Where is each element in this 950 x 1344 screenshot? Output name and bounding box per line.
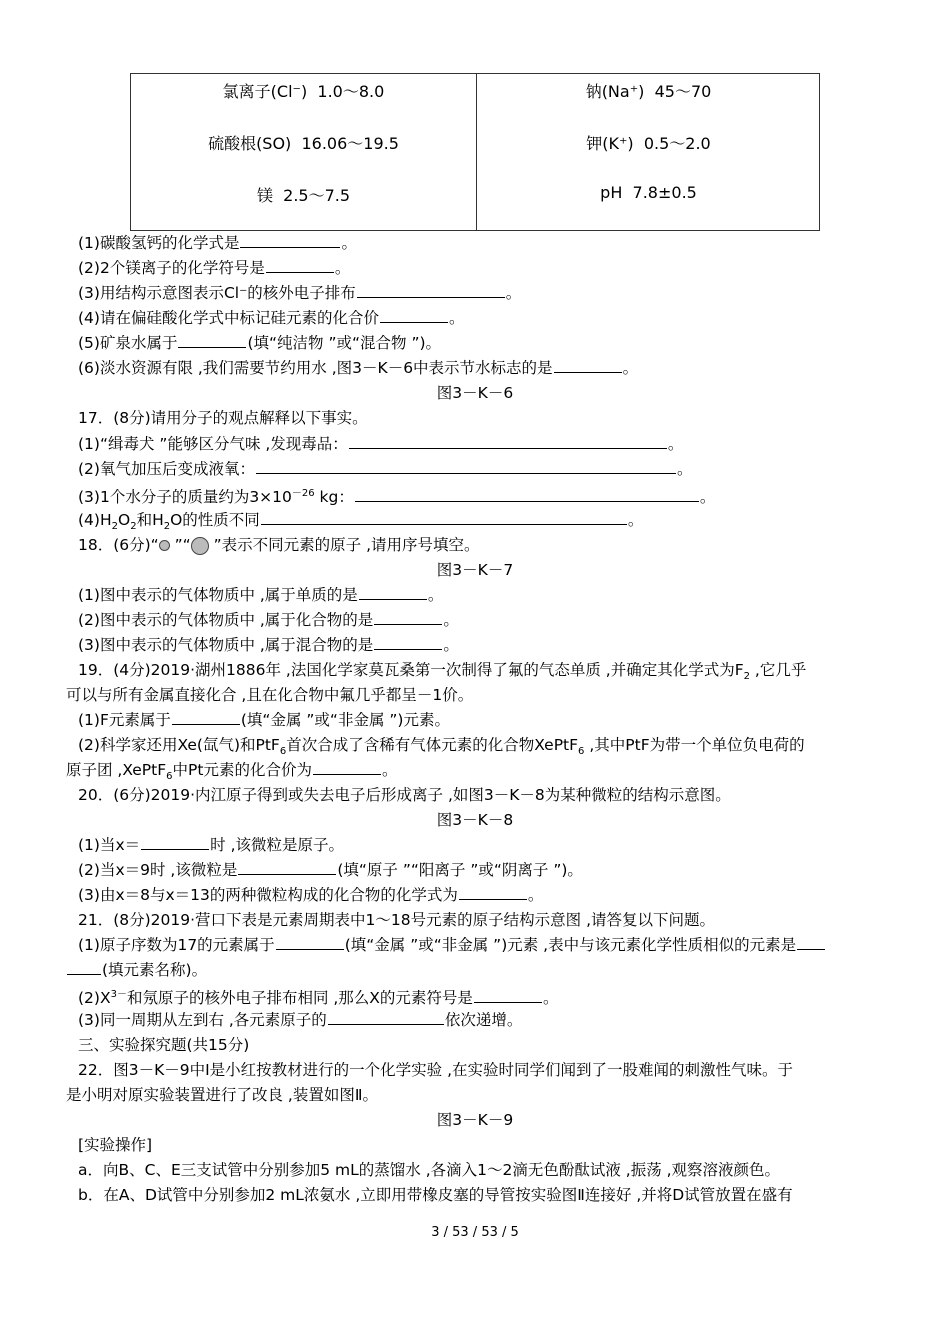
figure-caption: 图3－K－7 — [436, 561, 514, 579]
q19-part2: (2)科学家还用Xe(氙气)和PtF$_6$首次合成了含稀有气体元素的化合物XePtF$_6$ ,其中PtF为带一个单位负电荷的 — [78, 736, 805, 758]
table-cell: pH 7.8±0.5 — [600, 183, 697, 202]
answer-blank[interactable] — [261, 508, 627, 525]
answer-blank[interactable] — [355, 485, 699, 502]
table-cell: 镁 2.5～7.5 — [256, 186, 351, 205]
figure-caption: 图3－K－6 — [436, 384, 514, 402]
q16-part4: (4)请在偏硅酸化学式中标记硅元素的化合价 。 — [78, 306, 464, 330]
answer-blank[interactable] — [797, 933, 825, 950]
answer-blank[interactable] — [141, 833, 209, 850]
answer-blank[interactable] — [238, 858, 336, 875]
q21-part1: (1)原子序数为17的元素属于 (填“金属 ”或“非金属 ”)元素 ,表中与该元素化学性质相似的元素是 — [78, 933, 826, 957]
answer-blank[interactable] — [459, 883, 527, 900]
answer-blank[interactable] — [349, 432, 667, 449]
q16-part2: (2)2个镁离子的化学符号是 。 — [78, 256, 350, 280]
q20-part2: (2)当x＝9时 ,该微粒是 (填“原子 ”“阳离子 ”或“阴离子 ”)。 — [78, 858, 583, 882]
figure-caption: 图3－K－9 — [436, 1111, 514, 1129]
answer-blank[interactable] — [554, 356, 622, 373]
q22-heading: 22．图3－K－9中Ⅰ是小红按教材进行的一个化学实验 ,在实验时同学们闻到了一股难闻的刺激性气味。于 — [78, 1061, 794, 1079]
q18-part1: (1)图中表示的气体物质中 ,属于单质的是 。 — [78, 583, 443, 607]
q21-part1-cont: (填元素名称)。 — [66, 958, 207, 982]
q17-heading: 17．(8分)请用分子的观点解释以下事实。 — [78, 409, 368, 427]
q17-part3: (3)1个水分子的质量约为$3\times 10^{-26}$ kg： 。 — [78, 482, 715, 509]
table-cell: 钾(K⁺) 0.5～2.0 — [586, 134, 711, 153]
answer-blank[interactable] — [256, 457, 676, 474]
q17-part1: (1)“缉毒犬 ”能够区分气味 ,发现毒品： 。 — [78, 432, 683, 456]
answer-blank[interactable] — [178, 331, 246, 348]
answer-blank[interactable] — [313, 758, 381, 775]
answer-blank[interactable] — [266, 256, 334, 273]
q17-part2: (2)氧气加压后变成液氧： 。 — [78, 457, 692, 481]
q16-part1: (1)碳酸氢钙的化学式是 。 — [78, 231, 357, 255]
mineral-water-table — [130, 73, 820, 231]
answer-blank[interactable] — [374, 633, 442, 650]
q22-ops-label: [实验操作] — [78, 1136, 153, 1154]
large-atom-icon — [191, 537, 209, 555]
table-cell: 硫酸根(SO) 16.06～19.5 — [208, 134, 399, 153]
answer-blank[interactable] — [374, 608, 442, 625]
answer-blank[interactable] — [276, 933, 344, 950]
table-cell: 氯离子(Cl⁻) 1.0～8.0 — [222, 82, 385, 101]
answer-blank[interactable] — [67, 958, 101, 975]
q18-heading: 18．(6分)“ ”“ ”表示不同元素的原子 ,请用序号填空。 — [78, 536, 480, 554]
small-atom-icon — [159, 540, 170, 551]
q19-heading-cont: 可以与所有金属直接化合 ,且在化合物中氟几乎都呈－1价。 — [66, 686, 474, 704]
q19-heading: 19．(4分)2019·湖州1886年 ,法国化学家莫瓦桑第一次制得了氟的气态单质 ,并确定其化学式为$F_2$ ,它几乎 — [78, 661, 807, 683]
answer-blank[interactable] — [357, 281, 505, 298]
q17-part4: $(4)H_2O_2$和$H_2O$的性质不同 。 — [78, 508, 643, 539]
answer-blank[interactable] — [380, 306, 448, 323]
q20-part3: (3)由x＝8与x＝13的两种微粒构成的化合物的化学式为 。 — [78, 883, 543, 907]
figure-caption: 图3－K－8 — [436, 811, 514, 829]
q16-part3: (3)用结构示意图表示Cl⁻的核外电子排布 。 — [78, 281, 521, 305]
answer-blank[interactable] — [474, 986, 542, 1003]
q19-part1: (1)F元素属于 (填“金属 ”或“非金属 ”)元素。 — [78, 708, 450, 732]
answer-blank[interactable] — [172, 708, 240, 725]
q16-part5: (5)矿泉水属于 (填“纯洁物 ”或“混合物 ”)。 — [78, 331, 441, 355]
section-heading: 三、实验探究题(共15分) — [78, 1036, 250, 1054]
answer-blank[interactable] — [359, 583, 427, 600]
q21-part2: $(2)X^{3-}$和氖原子的核外电子排布相同 ,那么X的元素符号是 。 — [78, 983, 558, 1010]
q22-step-a: a．向B、C、E三支试管中分别参加5 mL的蒸馏水 ,各滴入1～2滴无色酚酞试液 ,振荡 ,观察溶液颜色。 — [78, 1161, 781, 1179]
q20-part1: (1)当x＝ 时 ,该微粒是原子。 — [78, 833, 344, 857]
q21-heading: 21．(8分)2019·营口下表是元素周期表中1～18号元素的原子结构示意图 ,请答复以下问题。 — [78, 911, 715, 929]
q21-part3: (3)同一周期从左到右 ,各元素原子的 依次递增。 — [78, 1008, 522, 1032]
q18-part2: (2)图中表示的气体物质中 ,属于化合物的是 。 — [78, 608, 459, 632]
q22-heading-cont: 是小明对原实验装置进行了改良 ,装置如图Ⅱ。 — [66, 1086, 378, 1104]
q18-part3: (3)图中表示的气体物质中 ,属于混合物的是 。 — [78, 633, 459, 657]
q20-heading: 20．(6分)2019·内江原子得到或失去电子后形成离子 ,如图3－K－8为某种微粒的结构示意图。 — [78, 786, 731, 804]
q19-part2-cont: 原子团 ,XePtF$_6$中Pt元素的化合价为 。 — [66, 758, 397, 789]
table-cell: 钠(Na⁺) 45～70 — [585, 82, 712, 101]
answer-blank[interactable] — [240, 231, 340, 248]
answer-blank[interactable] — [328, 1008, 444, 1025]
q16-part6: (6)淡水资源有限 ,我们需要节约用水 ,图3－K－6中表示节水标志的是 。 — [78, 356, 638, 380]
page-number: 3 / 53 / 53 / 5 — [431, 1225, 519, 1240]
q22-step-b: b．在A、D试管中分别参加2 mL浓氨水 ,立即用带橡皮塞的导管按实验图Ⅱ连接好 ,并将D试管放置在盛有 — [78, 1186, 793, 1204]
